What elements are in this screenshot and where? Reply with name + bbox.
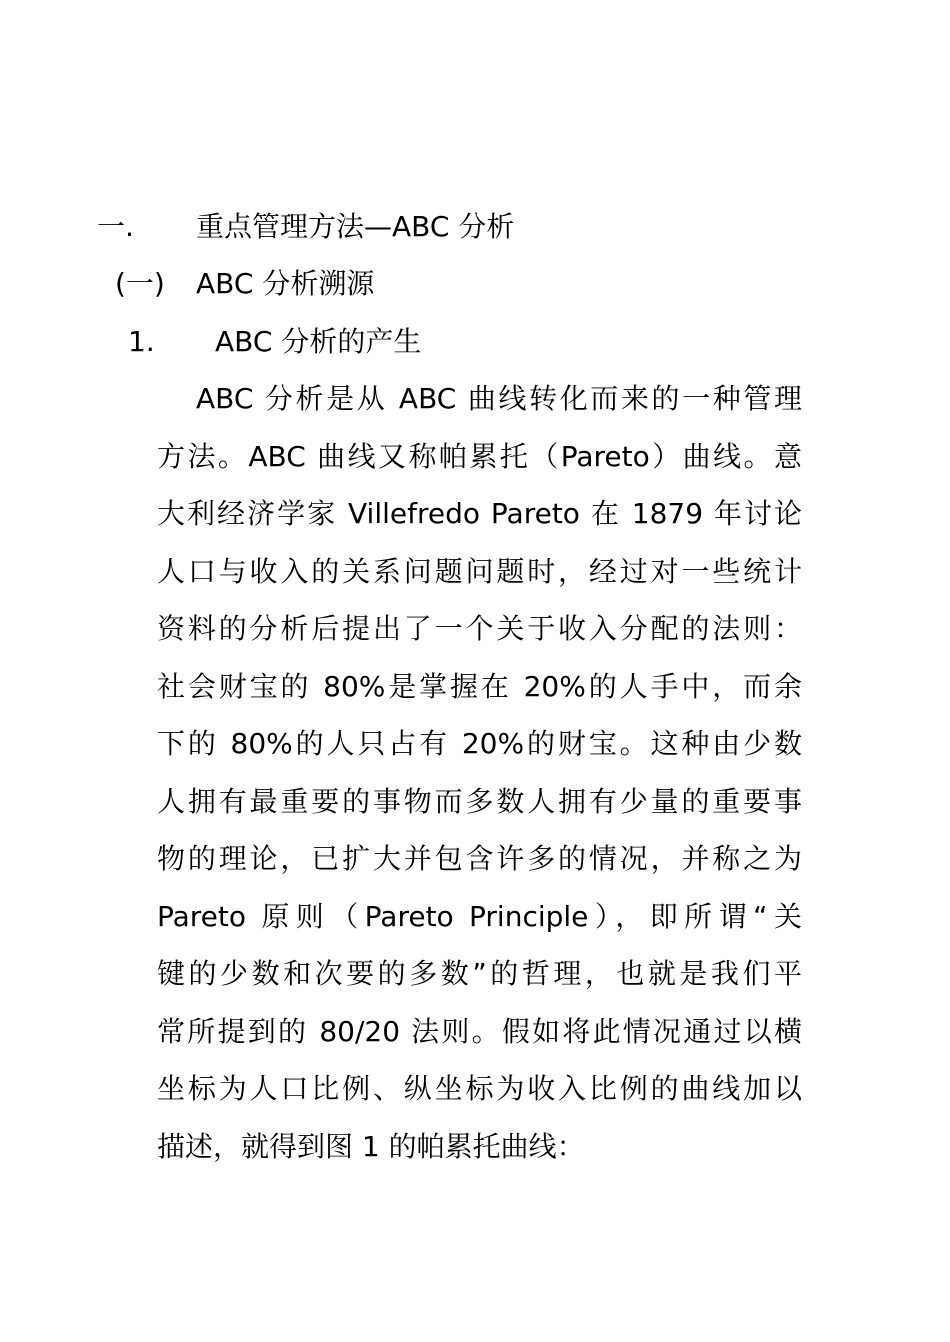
- body-paragraph: [157, 379, 802, 1184]
- heading-level-2: [0, 264, 950, 304]
- heading-number: (一): [115, 267, 165, 300]
- heading-number: 一.: [97, 210, 134, 243]
- paragraph-line: 方法。ABC 曲线又称帕累托（Pareto）曲线。意: [157, 439, 802, 473]
- paragraph-line: 人拥有最重要的事物而多数人拥有少量的重要事: [157, 784, 802, 818]
- heading-level-1: [0, 207, 950, 247]
- paragraph-line: 坐标为人口比例、纵坐标为收入比例的曲线加以: [157, 1072, 802, 1105]
- paragraph-line: Pareto 原则（Pareto Principle），即所谓“关: [157, 899, 802, 933]
- heading-text: 重点管理方法—ABC 分析: [196, 210, 515, 243]
- heading-text: ABC 分析的产生: [215, 325, 422, 358]
- paragraph-line: 描述，就得到图 1 的帕累托曲线：: [157, 1129, 585, 1163]
- paragraph-line: 社会财宝的 80%是掌握在 20%的人手中，而余: [157, 669, 802, 703]
- paragraph-line: ABC 分析是从 ABC 曲线转化而来的一种管理: [196, 382, 802, 415]
- paragraph-line: 键的少数和次要的多数”的哲理，也就是我们平: [157, 957, 802, 990]
- heading-text: ABC 分析溯源: [196, 267, 375, 300]
- paragraph-line: 常所提到的 80/20 法则。假如将此情况通过以横: [157, 1014, 802, 1048]
- paragraph-line: 大利经济学家 Villefredo Pareto 在 1879 年讨论: [157, 497, 802, 530]
- paragraph-line: 人口与收入的关系问题问题时，经过对一些统计: [157, 554, 802, 588]
- paragraph-line: 资料的分析后提出了一个关于收入分配的法则：: [157, 612, 802, 645]
- paragraph-line: 物的理论，已扩大并包含许多的情况，并称之为: [157, 842, 802, 875]
- heading-number: 1.: [128, 325, 155, 358]
- heading-level-3: [0, 322, 950, 362]
- paragraph-line: 下的 80%的人只占有 20%的财宝。这种由少数: [157, 727, 802, 760]
